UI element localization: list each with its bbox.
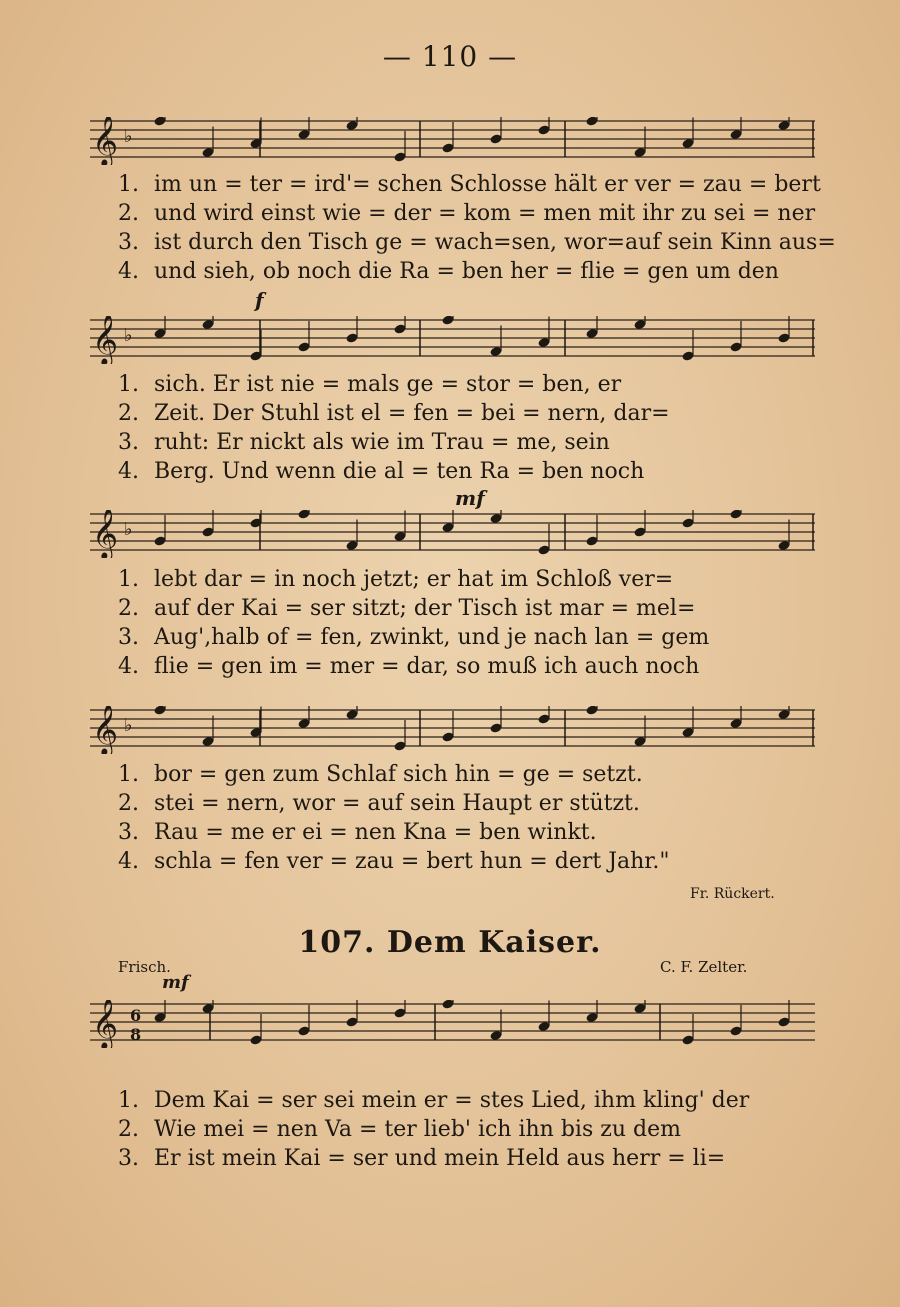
lyric-line xyxy=(118,820,818,849)
svg-text:𝄞: 𝄞 xyxy=(92,510,119,558)
lyric-text: Aug',halb of = fen, zwinkt, und je nach lan = gem xyxy=(154,625,710,650)
dynamic-marking: mf xyxy=(455,486,485,510)
composer-credit: C. F. Zelter. xyxy=(660,958,748,976)
lyric-line xyxy=(118,172,821,201)
music-staff-2 xyxy=(90,316,815,364)
lyric-text: im un = ter = ird'= schen Schlosse hält er ver = zau = bert xyxy=(154,172,821,197)
lyric-line xyxy=(118,1146,818,1175)
verse-number: 2. xyxy=(118,201,139,226)
verse-number: 1. xyxy=(118,372,139,397)
verse-number: 2. xyxy=(118,1117,139,1142)
lyric-line xyxy=(118,762,818,791)
svg-text:𝄞: 𝄞 xyxy=(92,117,119,165)
lyric-line xyxy=(118,596,818,625)
lyric-text: Er ist mein Kai = ser und mein Held aus herr = li= xyxy=(154,1146,726,1171)
svg-text:♭: ♭ xyxy=(124,325,133,346)
svg-text:𝄞: 𝄞 xyxy=(92,1000,119,1048)
lyric-line xyxy=(118,849,818,878)
lyrics-system-2 xyxy=(118,372,818,488)
verse-number: 4. xyxy=(118,849,139,874)
verse-number: 4. xyxy=(118,459,139,484)
verse-number: 1. xyxy=(118,1088,139,1113)
lyric-text: flie = gen im = mer = dar, so muß ich auch noch xyxy=(154,654,700,679)
page-number: — 110 — xyxy=(382,40,518,73)
svg-text:♭: ♭ xyxy=(124,519,133,540)
lyric-line xyxy=(118,1117,818,1146)
lyrics-song2 xyxy=(118,1088,818,1175)
music-staff-4 xyxy=(90,706,815,754)
verse-number: 2. xyxy=(118,401,139,426)
dynamic-marking: f xyxy=(255,288,264,312)
svg-text:♭: ♭ xyxy=(124,715,133,736)
verse-number: 3. xyxy=(118,625,139,650)
lyric-line xyxy=(118,201,818,230)
lyric-text: stei = nern, wor = auf sein Haupt er stützt. xyxy=(154,791,640,816)
svg-text:𝄞: 𝄞 xyxy=(92,316,119,364)
lyric-text: schla = fen ver = zau = bert hun = dert Jahr." xyxy=(154,849,670,874)
verse-number: 4. xyxy=(118,259,139,284)
music-staff-5 xyxy=(90,1000,815,1048)
dynamic-marking: mf xyxy=(162,972,189,993)
svg-text:8: 8 xyxy=(130,1025,142,1044)
verse-number: 3. xyxy=(118,820,139,845)
lyrics-system-4 xyxy=(118,762,818,878)
lyric-text: ruht: Er nickt als wie im Trau = me, sein xyxy=(154,430,610,455)
verse-number: 4. xyxy=(118,654,139,679)
lyric-text: auf der Kai = ser sitzt; der Tisch ist mar = mel= xyxy=(154,596,696,621)
lyric-text: Zeit. Der Stuhl ist el = fen = bei = nern, dar= xyxy=(154,401,670,426)
lyric-text: Berg. Und wenn die al = ten Ra = ben noch xyxy=(154,459,645,484)
lyric-line xyxy=(118,791,818,820)
lyric-line xyxy=(118,625,818,654)
svg-text:𝄞: 𝄞 xyxy=(92,706,119,754)
lyric-text: Rau = me er ei = nen Kna = ben winkt. xyxy=(154,820,597,845)
lyric-text: lebt dar = in noch jetzt; er hat im Schloß ver= xyxy=(154,567,674,592)
verse-number: 2. xyxy=(118,791,139,816)
music-staff-3 xyxy=(90,510,815,558)
lyrics-system-3 xyxy=(118,567,818,683)
verse-number: 3. xyxy=(118,230,139,255)
svg-text:♭: ♭ xyxy=(124,126,133,147)
lyric-text: Dem Kai = ser sei mein er = stes Lied, ihm kling' der xyxy=(154,1088,750,1113)
lyric-line xyxy=(118,654,818,683)
verse-number: 3. xyxy=(118,1146,139,1171)
lyric-text: ist durch den Tisch ge = wach=sen, wor=auf sein Kinn aus= xyxy=(154,230,836,255)
verse-number: 1. xyxy=(118,762,139,787)
verse-number: 1. xyxy=(118,172,139,197)
lyric-text: und wird einst wie = der = kom = men mit ihr zu sei = ner xyxy=(154,201,816,226)
svg-text:6: 6 xyxy=(130,1006,142,1025)
lyric-text: Wie mei = nen Va = ter lieb' ich ihn bis zu dem xyxy=(154,1117,681,1142)
lyric-line xyxy=(118,1088,818,1117)
lyric-text: und sieh, ob noch die Ra = ben her = flie = gen um den xyxy=(154,259,779,284)
lyric-line xyxy=(118,230,836,259)
verse-number: 3. xyxy=(118,430,139,455)
lyric-line xyxy=(118,259,818,288)
music-staff-1 xyxy=(90,117,815,165)
lyric-line xyxy=(118,430,818,459)
lyric-text: sich. Er ist nie = mals ge = stor = ben, er xyxy=(154,372,622,397)
lyric-line xyxy=(118,459,818,488)
lyric-text: bor = gen zum Schlaf sich hin = ge = setzt. xyxy=(154,762,643,787)
verse-number: 2. xyxy=(118,596,139,621)
verse-number: 1. xyxy=(118,567,139,592)
lyrics-system-1 xyxy=(118,172,836,288)
lyric-line xyxy=(118,372,818,401)
lyric-line xyxy=(118,567,818,596)
song-title: 107. Dem Kaiser. xyxy=(298,925,602,960)
lyric-line xyxy=(118,401,818,430)
tempo-marking: Frisch. xyxy=(118,958,171,976)
author-credit: Fr. Rückert. xyxy=(690,886,775,902)
